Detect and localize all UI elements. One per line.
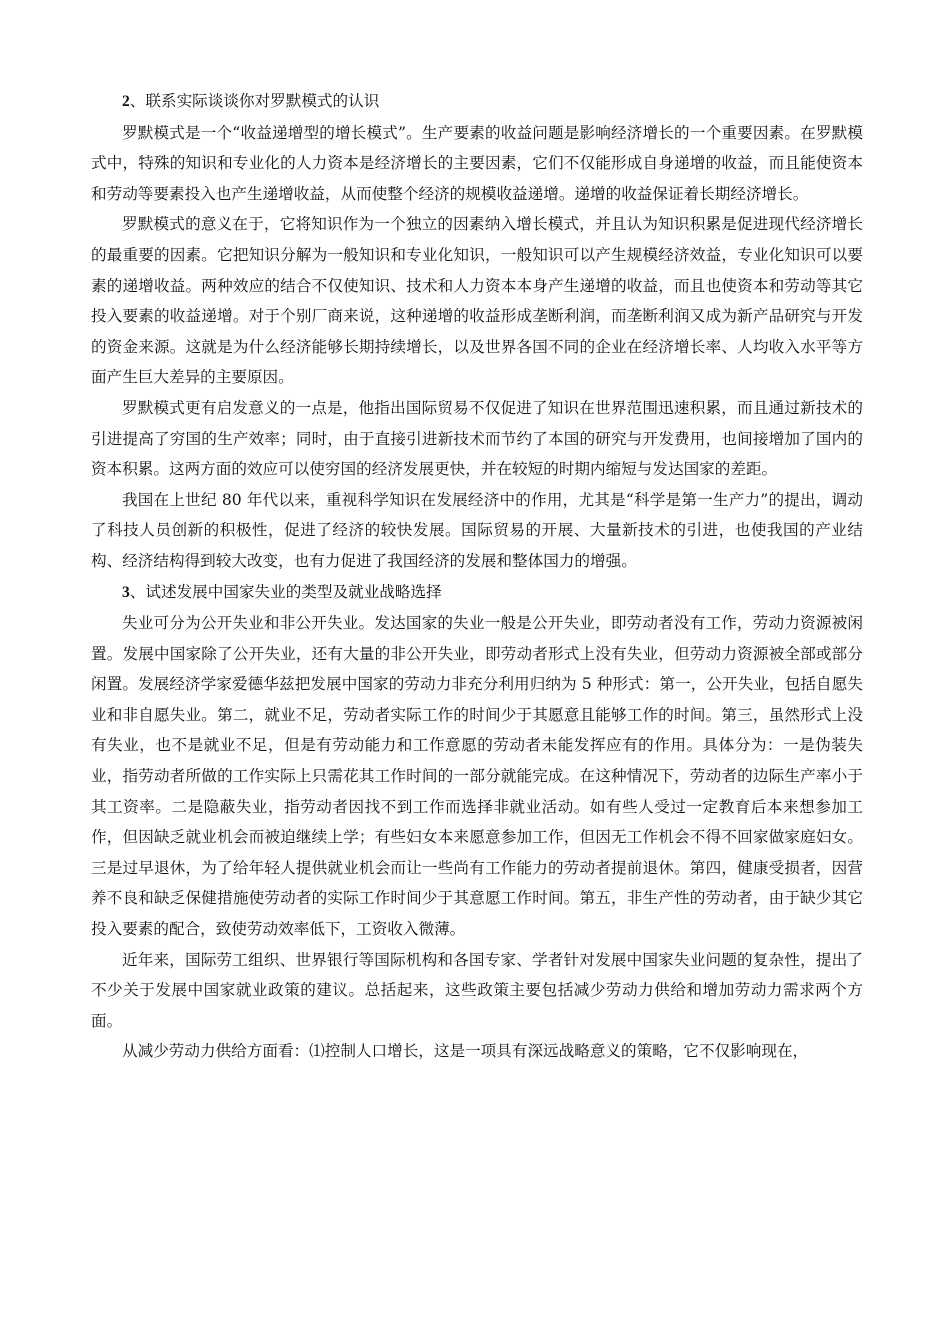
paragraph: 失业可分为公开失业和非公开失业。发达国家的失业一般是公开失业，即劳动者没有工作，劳动力资源被闲置。发展中国家除了公开失业，还有大量的非公开失业，即劳动者形式上没有失业，但劳动力资源被全部或部分闲置。发展经济学家爱德华兹把发展中国家的劳动力非充分利用归纳为 5 种形式：第一，公开失业，包括自愿失业和非自愿失业。第二，就业不足，劳动者实际工作的时间少于其愿意且能够工作的时间。第三，虽然形式上没有失业，也不是就业不足，但是有劳动能力和工作意愿的劳动者未能发挥应有的作用。具体分为：一是伪装失业，指劳动者所做的工作实际上只需花其工作时间的一部分就能完成。在这种情况下，劳动者的边际生产率小于其工资率。二是隐蔽失业，指劳动者因找不到工作而选择非就业活动。如有些人受过一定教育后本来想参加工作，但因缺乏就业机会而被迫继续上学；有些妇女本来愿意参加工作，但因无工作机会不得不回家做家庭妇女。三是过早退休，为了给年轻人提供就业机会而让一些尚有工作能力的劳动者提前退休。第四，健康受损者，因营养不良和缺乏保健措施使劳动者的实际工作时间少于其意愿工作时间。第五，非生产性的劳动者，由于缺少其它投入要素的配合，致使劳动效率低下，工资收入微薄。 [91, 614, 863, 939]
section-number: 3 [122, 583, 130, 601]
paragraph: 我国在上世纪 80 年代以来，重视科学知识在发展经济中的作用，尤其是“科学是第一生产力”的提出，调动了科技人员创新的积极性，促进了经济的较快发展。国际贸易的开展、大量新技术的引进，也使我国的产业结构、经济结构得到较大改变，也有力促进了我国经济的发展和整体国力的增强。 [91, 490, 863, 570]
section-number: 2 [122, 93, 130, 110]
paragraph: 罗默模式的意义在于，它将知识作为一个独立的因素纳入增长模式，并且认为知识积累是促进现代经济增长的最重要的因素。它把知识分解为一般知识和专业化知识，一般知识可以产生规模经济效益，专业化知识可以要素的递增收益。两种效应的结合不仅使知识、技术和人力资本本身产生递增的收益，而且也使资本和劳动等其它投入要素的收益递增。对于个别厂商来说，这种递增的收益形成垄断利润，而垄断利润又成为新产品研究与开发的资金来源。这就是为什么经济能够长期持续增长，以及世界各国不同的企业在经济增长率、人均收入水平等方面产生巨大差异的主要原因。 [91, 215, 863, 387]
section-heading-2 [91, 86, 863, 118]
paragraph: 近年来，国际劳工组织、世界银行等国际机构和各国专家、学者针对发展中国家失业问题的复杂性，提出了不少关于发展中国家就业政策的建议。总括起来，这些政策主要包括减少劳动力供给和增加劳动力需求两个方面。 [91, 950, 863, 1030]
document-page [91, 86, 863, 1067]
paragraph: 罗默模式是一个“收益递增型的增长模式”。生产要素的收益问题是影响经济增长的一个重要因素。在罗默模式中，特殊的知识和专业化的人力资本是经济增长的主要因素，它们不仅能形成自身递增的收益，而且能使资本和劳动等要素投入也产生递增收益，从而使整个经济的规模收益递增。递增的收益保证着长期经济增长。 [91, 123, 863, 203]
paragraph: 从减少劳动力供给方面看：⑴控制人口增长，这是一项具有深远战略意义的策略，它不仅影响现在， [122, 1042, 809, 1061]
section-title: 、试述发展中国家失业的类型及就业战略选择 [129, 582, 442, 601]
section-title: 、联系实际谈谈你对罗默模式的认识 [129, 92, 380, 110]
paragraph: 罗默模式更有启发意义的一点是，他指出国际贸易不仅促进了知识在世界范围迅速积累，而且通过新技术的引进提高了穷国的生产效率；同时，由于直接引进新技术而节约了本国的研究与开发费用，也间接增加了国内的资本积累。这两方面的效应可以使穷国的经济发展更快，并在较短的时期内缩短与发达国家的差距。 [91, 398, 863, 479]
section-heading-3 [91, 577, 863, 609]
